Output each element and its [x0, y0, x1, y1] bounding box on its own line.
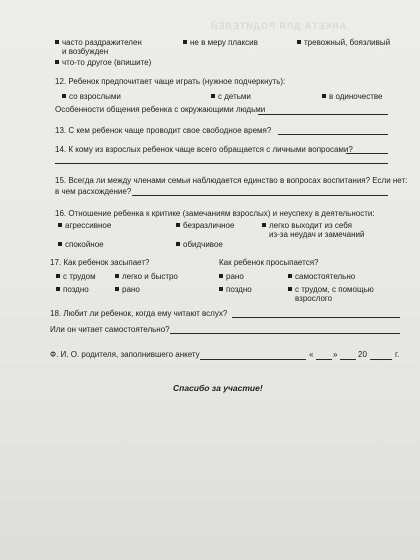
- q16-opt-indifferent: безразличное: [176, 221, 234, 231]
- q12-label: 12. Ребенок предпочитает чаще играть (нужное подчеркнуть):: [55, 77, 286, 86]
- q12-opt-adults: со взрослыми: [62, 92, 121, 102]
- q16-opt-calm: спокойное: [58, 240, 104, 250]
- q18-label-cont: Или он читает самостоятельно?: [50, 325, 170, 334]
- signature-open-quote: «: [309, 350, 314, 359]
- q13-label: 13. С кем ребенок чаще проводит свое свободное время?: [55, 126, 272, 135]
- signature-year-suffix: г.: [395, 350, 400, 359]
- q15-label-cont: в чем расхождение?: [55, 187, 132, 196]
- signature-month-line[interactable]: [340, 359, 356, 360]
- signature-year-prefix: 20: [358, 350, 367, 359]
- q12-opt-children: с детьми: [211, 92, 251, 102]
- q17-sleep-early: рано: [115, 285, 140, 295]
- q17-wake-hard: с трудом, с помощью: [288, 285, 374, 295]
- q16-opt-aggressive: агрессивное: [58, 221, 111, 231]
- q14-answer-line[interactable]: [346, 153, 388, 154]
- option-other: что-то другое (впишите): [55, 58, 151, 68]
- q17-label-wake: Как ребенок просыпается?: [219, 258, 319, 267]
- q17-wake-hard-cont: взрослого: [295, 294, 333, 303]
- q12-sub-label: Особенности общения ребенка с окружающими людьми: [55, 105, 266, 114]
- ghost-header-showthrough: АНКЕТА ДЛЯ РОДИТЕЛЕЙ: [210, 21, 347, 31]
- q14-answer-line-2[interactable]: [55, 163, 388, 164]
- q17-sleep-late: поздно: [56, 285, 89, 295]
- option-tearful: не в меру плаксив: [183, 38, 258, 48]
- q18-label: 18. Любит ли ребенок, когда ему читают вслух?: [50, 309, 228, 318]
- option-irritable-cont: и возбужден: [62, 47, 109, 56]
- signature-year-line[interactable]: [370, 359, 392, 360]
- signature-name-line[interactable]: [200, 359, 306, 360]
- q17-wake-self: самостоятельно: [288, 272, 355, 282]
- q17-wake-late: поздно: [219, 285, 252, 295]
- q17-wake-early: рано: [219, 272, 244, 282]
- q16-label: 16. Отношение ребенка к критике (замечаниям взрослых) и неуспеху в деятельности:: [55, 209, 375, 218]
- q16-opt-loses-temper: легко выходит из себя: [262, 221, 352, 231]
- q18-answer-line[interactable]: [232, 317, 400, 318]
- q16-opt-touchy: обидчивое: [176, 240, 223, 250]
- q15-answer-line[interactable]: [132, 195, 388, 196]
- thanks-text: Спасибо за участие!: [173, 383, 263, 393]
- q12-opt-alone: в одиночестве: [322, 92, 382, 102]
- signature-label: Ф. И. О. родителя, заполнившего анкету: [50, 350, 200, 359]
- option-irritable: часто раздражителен: [55, 38, 142, 48]
- signature-close-quote: »: [333, 350, 338, 359]
- q13-answer-line[interactable]: [278, 134, 388, 135]
- q17-sleep-easy: легко и быстро: [115, 272, 178, 282]
- option-anxious: тревожный, боязливый: [297, 38, 390, 48]
- q17-sleep-hard: с трудом: [56, 272, 96, 282]
- q17-label-sleep: 17. Как ребенок засыпает?: [50, 258, 150, 267]
- q16-opt-loses-temper-cont: из-за неудач и замечаний: [269, 230, 365, 239]
- signature-day-line[interactable]: [316, 359, 332, 360]
- q15-label: 15. Всегда ли между членами семьи наблюдается единство в вопросах воспитания? Если нет:: [55, 176, 408, 185]
- q18-answer-line-2[interactable]: [170, 333, 400, 334]
- q14-label: 14. К кому из взрослых ребенок чаще всего обращается с личными вопросами?: [55, 145, 353, 154]
- q12-answer-line[interactable]: [258, 114, 388, 115]
